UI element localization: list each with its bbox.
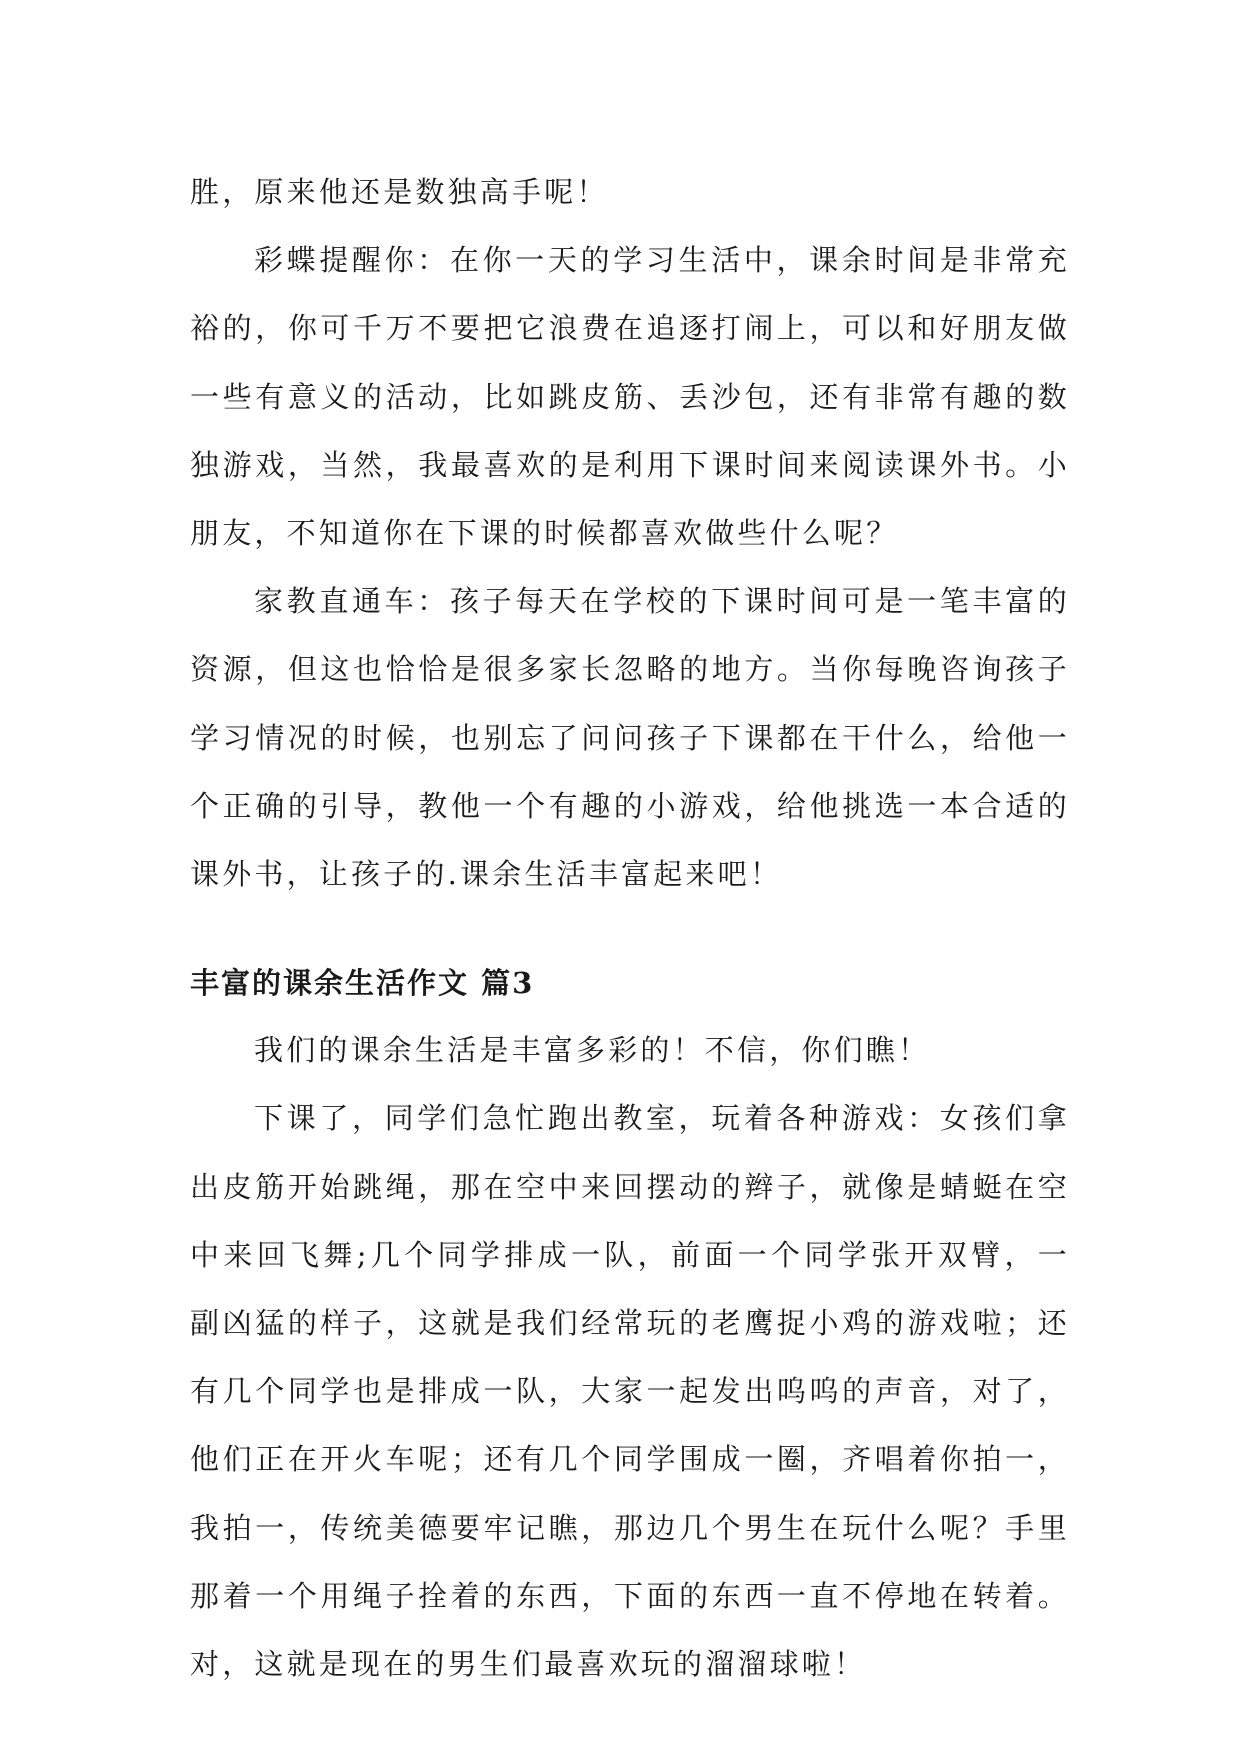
paragraph-intro: 我们的课余生活是丰富多彩的！不信，你们瞧！ (254, 1033, 931, 1068)
paragraph-games: 下课了，同学们急忙跑出教室，玩着各种游戏：女孩们拿出皮筋开始跳绳，那在空中来回摆动的辫子，就像是蜻蜓在空中来回飞舞;几个同学排成一队，前面一个同学张开双臂，一副凶猛的样子，这就是我们经常玩的老鹰捉小鸡的游戏啦；还有几个同学也是排成一队，大家一起发出呜呜的声音，对了，他们正在开火车呢；还有几个同学围成一圈，齐唱着你拍一，我拍一，传统美德要牢记瞧，那边几个男生在玩什么呢？手里那着一个用绳子拴着的东西，下面的东西一直不停地在转着。对，这就是现在的男生们最喜欢玩的溜溜球啦！ (190, 1101, 1070, 1682)
paragraph-caidie-tip: 彩蝶提醒你：在你一天的学习生活中，课余时间是非常充裕的，你可千万不要把它浪费在追逐打闹上，可以和好朋友做一些有意义的活动，比如跳皮筋、丢沙包，还有非常有趣的数独游戏，当然，我最喜欢的是利用下课时间来阅读课外书。小朋友，不知道你在下课的时候都喜欢做些什么呢？ (190, 243, 1070, 551)
paragraph-continuation: 胜，原来他还是数独高手呢！ (190, 175, 609, 209)
document-body (190, 158, 1070, 1698)
section-heading: 丰富的课余生活作文 篇3 (190, 966, 535, 1001)
paragraph-jiajiao-tip: 家教直通车：孩子每天在学校的下课时间可是一笔丰富的资源，但这也恰恰是很多家长忽略的地方。当你每晚咨询孩子学习情况的时候，也别忘了问问孩子下课都在干什么，给他一个正确的引导，教他一个有趣的小游戏，给他挑选一本合适的课外书，让孩子的.课余生活丰富起来吧！ (190, 584, 1070, 892)
